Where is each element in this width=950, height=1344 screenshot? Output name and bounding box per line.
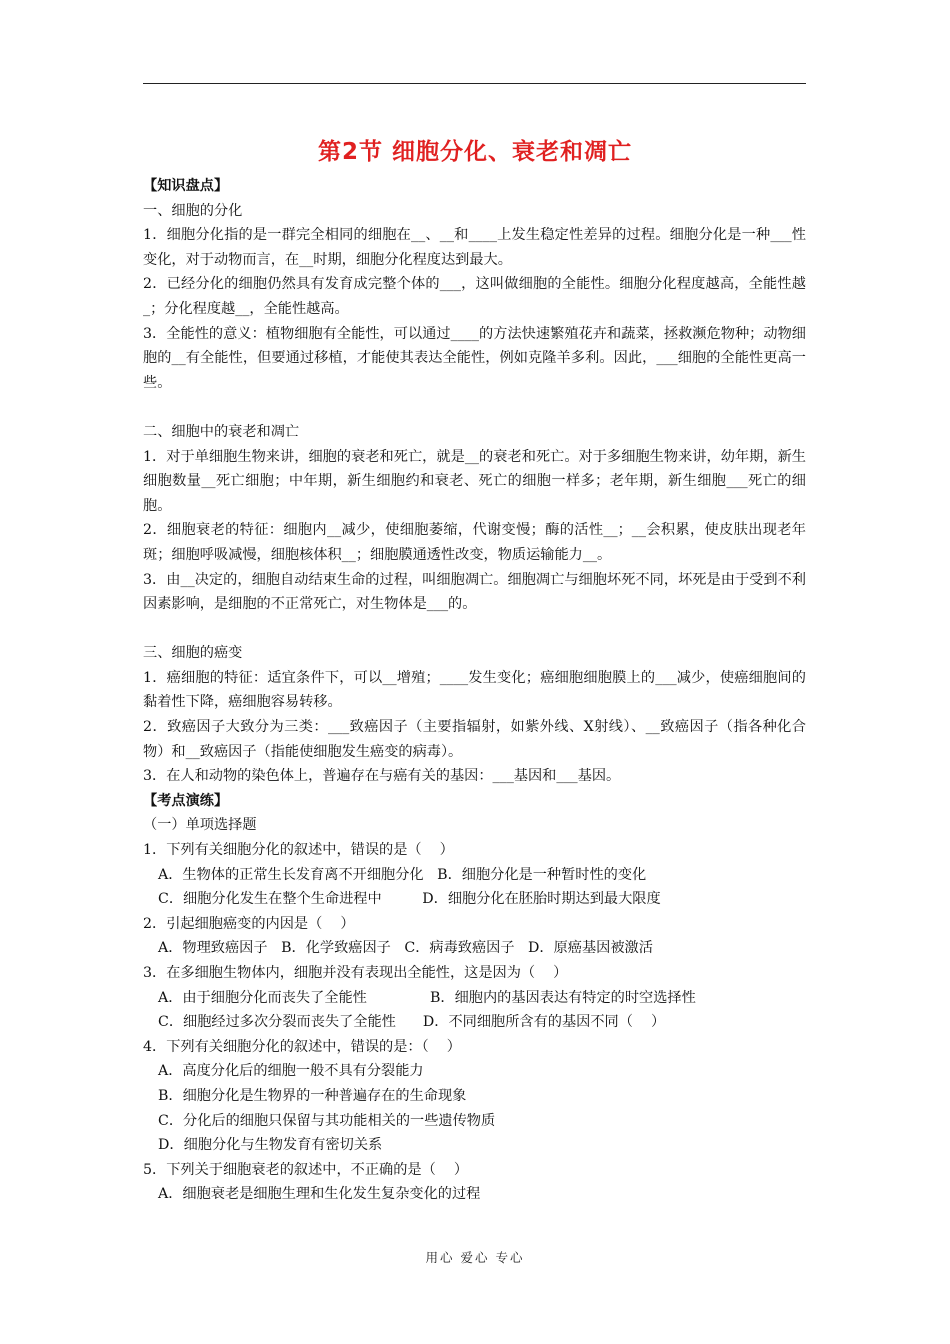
section-1-para-1: 1．细胞分化指的是一群完全相同的细胞在__、__和____上发生稳定性差异的过程。细胞分化是一种___性变化，对于动物而言，在__时期，细胞分化程度达到最大。 [143,227,806,268]
section-1-para-2: 2．已经分化的细胞仍然具有发育成完整个体的___，这叫做细胞的全能性。细胞分化程度越高，全能性越_；分化程度越__，全能性越高。 [143,276,806,317]
section-2-para-1: 1．对于单细胞生物来讲，细胞的衰老和死亡，就是__的衰老和死亡。对于多细胞生物来讲，幼年期，新生细胞数量__死亡细胞；中年期，新生细胞约和衰老、死亡的细胞一样多；老年期，新生细胞___死亡的细胞。 [143,448,806,514]
question-4-option-d: D．细胞分化与生物发育有密切关系 [158,1137,383,1154]
question-4: 4．下列有关细胞分化的叙述中，错误的是：（ ） [143,1038,461,1055]
exercises-subheading: （一）单项选择题 [143,817,257,834]
question-1-options-row-2: C．细胞分化发生在整个生命进程中 D．细胞分化在胚胎时期达到最大限度 [158,891,661,908]
section-1-para-3: 3．全能性的意义：植物细胞有全能性，可以通过____的方法快速繁殖花卉和蔬菜，拯救濒危物种；动物细胞的__有全能性，但要通过移植，才能使其表达全能性，例如克隆羊多利。因此，___细胞的全能性更高一些。 [143,325,806,391]
question-4-option-a: A．高度分化后的细胞一般不具有分裂能力 [158,1063,424,1080]
question-1-options-row-1: A．生物体的正常生长发育离不开细胞分化 B．细胞分化是一种暂时性的变化 [158,866,647,883]
knowledge-heading: 【知识盘点】 [143,178,229,194]
section-3-para-1: 1．癌细胞的特征：适宜条件下，可以__增殖；____发生变化；癌细胞细胞膜上的___减少，使癌细胞间的黏着性下降，癌细胞容易转移。 [143,669,806,711]
question-1: 1．下列有关细胞分化的叙述中，错误的是（ ） [143,842,454,859]
section-2-title: 二、细胞中的衰老和凋亡 [143,423,300,440]
question-2-options: A．物理致癌因子 B．化学致癌因子 C．病毒致癌因子 D．原癌基因被激活 [158,940,653,957]
section-3-para-3: 3．在人和动物的染色体上，普遍存在与癌有关的基因：___基因和___基因。 [143,768,621,785]
question-4-option-b: B．细胞分化是生物界的一种普遍存在的生命现象 [158,1087,467,1104]
page-footer: 用心 爱心 专心 [425,1250,525,1265]
section-2-para-2: 2．细胞衰老的特征：细胞内__减少，使细胞萎缩，代谢变慢；酶的活性__；__会积累，使皮肤出现老年斑；细胞呼吸减慢，细胞核体积__；细胞膜通透性改变，物质运输能力__。 [143,522,806,563]
section-2-para-3: 3．由__决定的，细胞自动结束生命的过程，叫细胞凋亡。细胞凋亡与细胞坏死不同，坏死是由于受到不利因素影响，是细胞的不正常死亡，对生物体是___的。 [143,571,806,613]
page-title: 第2节 细胞分化、衰老和凋亡 [317,139,632,165]
question-4-option-c: C．分化后的细胞只保留与其功能相关的一些遗传物质 [158,1112,496,1129]
question-3-options-row-1: A．由于细胞分化而丧失了全能性 B．细胞内的基因表达有特定的时空选择性 [158,989,696,1006]
exercises-heading: 【考点演练】 [143,792,229,809]
spacer [143,395,806,420]
section-3-title: 三、细胞的癌变 [143,645,243,662]
spacer [143,617,806,642]
question-5: 5．下列关于细胞衰老的叙述中，不正确的是（ ） [143,1161,469,1178]
section-1-title: 一、细胞的分化 [143,202,243,219]
document-body [143,174,806,1207]
question-5-option-a: A．细胞衰老是细胞生理和生化发生复杂变化的过程 [158,1186,481,1203]
question-3: 3．在多细胞生物体内，细胞并没有表现出全能性，这是因为（ ） [143,965,568,981]
question-3-options-row-2: C．细胞经过多次分裂而丧失了全能性 D．不同细胞所含有的基因不同（ ） [158,1014,666,1031]
section-3-para-2: 2．致癌因子大致分为三类：___致癌因子（主要指辐射，如紫外线、X射线）、__致癌因子（指各种化合物）和__致癌因子（指能使细胞发生癌变的病毒）。 [143,719,806,760]
question-2: 2．引起细胞癌变的内因是（ ） [143,915,355,932]
header-rule [143,83,806,84]
